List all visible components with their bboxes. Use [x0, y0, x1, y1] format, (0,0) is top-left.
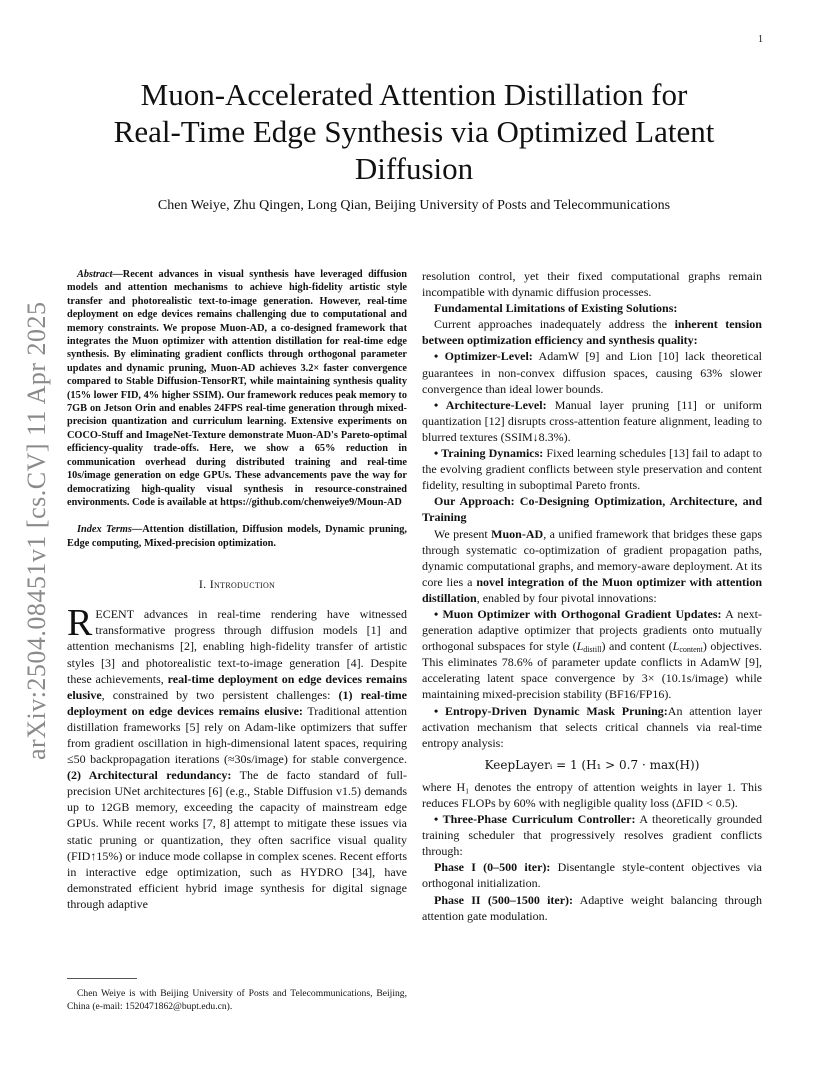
- author-line: Chen Weiye, Zhu Qingen, Long Qian, Beijing University of Posts and Telecommunications: [157, 198, 671, 213]
- we-text-3: , enabled by four pivotal innovations:: [476, 590, 657, 605]
- intro-text-1: ECENT advances in real-time rendering have witnessed transformative progress through diffusion models [1] and attention mechanisms [2], enabling high-fidelity transfer of artistic styles [3] and photorealistic text-to-image generation [4]. Despite these achievements,: [67, 607, 407, 686]
- intro-paragraph: [67, 602, 408, 912]
- phase-label: Phase I (0–500 iter):: [434, 860, 551, 875]
- where-paragraph: where H₁ denotes the entropy of attention weights in layer 1. This reduces FLOPs by 60% with negligible quality loss (ΔFID < 0.5).: [422, 779, 762, 810]
- title-line-2: Real-Time Edge Synthesis via Optimized Latent: [113, 114, 715, 149]
- bullet-label: • Muon Optimizer with Orthogonal Gradient Updates:: [434, 606, 722, 621]
- continued-paragraph: resolution control, yet their fixed computational graphs remain incompatible with dynamic diffusion processes.: [422, 269, 762, 300]
- fundamental-limitations-heading: Fundamental Limitations of Existing Solutions:: [434, 301, 678, 316]
- phase-two: [422, 892, 762, 924]
- bullet-label: • Training Dynamics:: [434, 446, 544, 461]
- bullet-label: • Three-Phase Curriculum Controller:: [434, 812, 636, 827]
- intro-text-2: , constrained by two persistent challenges:: [101, 687, 339, 702]
- bullet-muon-optimizer: [422, 606, 762, 703]
- bullet-text: Manual layer pruning [11] or uniform quantization [12] disrupts cross-attention feature alignment, leading to blurred textures (SSIM↓8.3%).: [422, 397, 762, 444]
- abstract: [67, 268, 407, 509]
- paper-title: [60, 76, 768, 187]
- we-present-paragraph: [422, 526, 762, 606]
- phase-text: Adaptive weight balancing through attention gate modulation.: [422, 892, 763, 923]
- intro-emphasis-1: real-time deployment on edge devices remains elusive: [67, 671, 407, 702]
- bullet-entropy-pruning: [422, 703, 762, 751]
- index-terms-body: —Attention distillation, Diffusion models, Dynamic pruning, Edge computing, Mixed-precision optimization.: [67, 524, 407, 549]
- framework-name: Muon-AD: [491, 526, 544, 541]
- bullet-optimizer-level: [422, 348, 762, 396]
- affiliation-footnote: Chen Weiye is with Beijing University of Posts and Telecommunications, Beijing, China (e-mail: 1520471862@bupt.edu.cn).: [67, 988, 407, 1012]
- math-subscript-content: content: [679, 645, 703, 655]
- bullet-label: • Entropy-Driven Dynamic Mask Pruning:: [434, 703, 668, 718]
- left-column: [67, 268, 407, 912]
- phase-one: [422, 859, 762, 891]
- index-terms-lead: Index Terms: [77, 524, 132, 536]
- bullet-label: • Architecture-Level:: [434, 397, 547, 412]
- bullet-text: An attention layer activation mechanism that selects critical channels via real-time entropy analysis:: [422, 703, 763, 750]
- bullet-text: ) and content (: [601, 639, 673, 654]
- current-approaches-paragraph: [422, 316, 762, 348]
- drop-cap: R: [67, 602, 93, 645]
- bullet-curriculum-controller: [422, 811, 762, 859]
- current-approaches-text: Current approaches inadequately address the: [434, 317, 675, 332]
- title-line-1: Muon-Accelerated Attention Distillation for: [140, 77, 688, 112]
- math-l-distill: L: [576, 639, 584, 654]
- phase-label: Phase II (500–1500 iter):: [434, 892, 574, 907]
- section-heading-introduction: [67, 576, 407, 592]
- bullet-text: ) objectives. This eliminates 78.6% of parameter update conflicts in AdamW [9], accelerating latent space convergence by 3× (10.1s/image) while maintaining mixed-precision stability (BF16/FP16).: [422, 639, 762, 702]
- section-title: Introduction: [209, 577, 276, 592]
- bullet-text: A theoretically grounded training scheduler that progressively resolves gradient conflicts through:: [422, 812, 762, 859]
- inherent-tension-emphasis: inherent tension between optimization efficiency and synthesis quality:: [422, 317, 762, 348]
- math-subscript-distill: distill: [583, 645, 602, 655]
- keeplayer-equation: [422, 757, 762, 773]
- intro-text-4: The de facto standard of full-precision UNet architectures [6] (e.g., Stable Diffusion v1.5) demands up to 12GB memory, exceeding the capacity of mainstream edge GPUs. While recent works [7, 8] attempt to mitigate these issues via static pruning or quantization, they often sacrifice visual quality (FID↑15%) or induce mode collapse in complex scenes. Recent efforts in interactive edge optimization, such as HYDRO [34], have demonstrated efficient hybrid image synthesis for digital signage through adaptive: [67, 768, 408, 911]
- equation-text: KeepLayerᵢ = 1 (H₁ > 0.7 · max(H)): [484, 757, 700, 772]
- bullet-architecture-level: [422, 397, 762, 445]
- abstract-lead: Abstract: [77, 269, 113, 280]
- bullet-text: Fixed learning schedules [13] fail to adapt to the evolving gradient conflicts between style preservation and content fidelity, resulting in suboptimal Pareto fronts.: [422, 446, 762, 493]
- intro-text-3: Traditional attention distillation frameworks [5] rely on Adam-like optimizers that suffer from gradient oscillation in high-dimensional latent spaces, requiring ≤50 backpropagation iterations (≈30s/image) for stable convergence.: [67, 703, 407, 767]
- index-terms: [67, 523, 407, 550]
- our-approach-heading: Our Approach: Co-Designing Optimization, Architecture, and Training: [422, 494, 762, 525]
- bullet-label: • Optimizer-Level:: [434, 349, 533, 364]
- bullet-text: AdamW [9] and Lion [10] lack theoretical guarantees in non-convex diffusion spaces, causing 63% slower convergence than ideal lower bounds.: [422, 349, 762, 396]
- novel-integration-emphasis: novel integration of the Muon optimizer with attention distillation: [422, 574, 763, 605]
- we-text-2: , a unified framework that bridges these gaps through systematic co-optimization of gradient propagation paths, dynamic computational graphs, and memory-aware deployment. At its core lies a: [422, 526, 762, 589]
- math-l-content: L: [672, 639, 680, 654]
- we-text-1: We present: [434, 526, 492, 541]
- phase-text: Disentangle style-content objectives via orthogonal initialization.: [422, 860, 762, 891]
- page-number: 1: [758, 34, 763, 45]
- arxiv-identifier-stamp: arXiv:2504.08451v1 [cs.CV] 11 Apr 2025: [22, 301, 51, 760]
- right-column: [422, 268, 762, 924]
- abstract-body: —Recent advances in visual synthesis have leveraged diffusion models and attention mechanisms to achieve high-fidelity artistic style transfer and photorealistic text-to-image generation. However, real-time deployment on edge devices remains challenging due to computational and memory constraints. We propose Muon-AD, a co-designed framework that integrates the Muon optimizer with attention distillation for real-time edge synthesis. By eliminating gradient conflicts through orthogonal parameter updates and dynamic pruning, Muon-AD achieves 3.2× faster convergence compared to Stable Diffusion-TensorRT, while maintaining synthesis quality (15% lower FID, 4% higher SSIM). Our framework reduces peak memory to 7GB on Jetson Orin and enables 24FPS real-time generation through mixed-precision quantization and curriculum learning. Extensive experiments on COCO-Stuff and ImageNet-Texture demonstrate Muon-AD's Pareto-optimal efficiency-quality trade-offs. Here, we show a 65% reduction in communication overhead during distributed training and real-time 10s/image generation on edge GPUs. These advancements pave the way for democratizing high-quality visual synthesis in resource-constrained environments. Code is available at https://github.com/chenweiye9/Moun-AD: [67, 269, 407, 508]
- intro-challenge-1: (1) real-time deployment on edge devices remains elusive:: [67, 687, 407, 718]
- title-line-3: Diffusion: [354, 151, 474, 186]
- intro-challenge-2: (2) Architectural redundancy:: [67, 768, 232, 783]
- bullet-text: A next-generation adaptive optimizer that projects gradients onto mutually orthogonal subspaces for style (: [422, 606, 763, 654]
- bullet-training-dynamics: [422, 445, 762, 493]
- section-number: I.: [198, 577, 210, 592]
- footnote-divider: [67, 978, 137, 979]
